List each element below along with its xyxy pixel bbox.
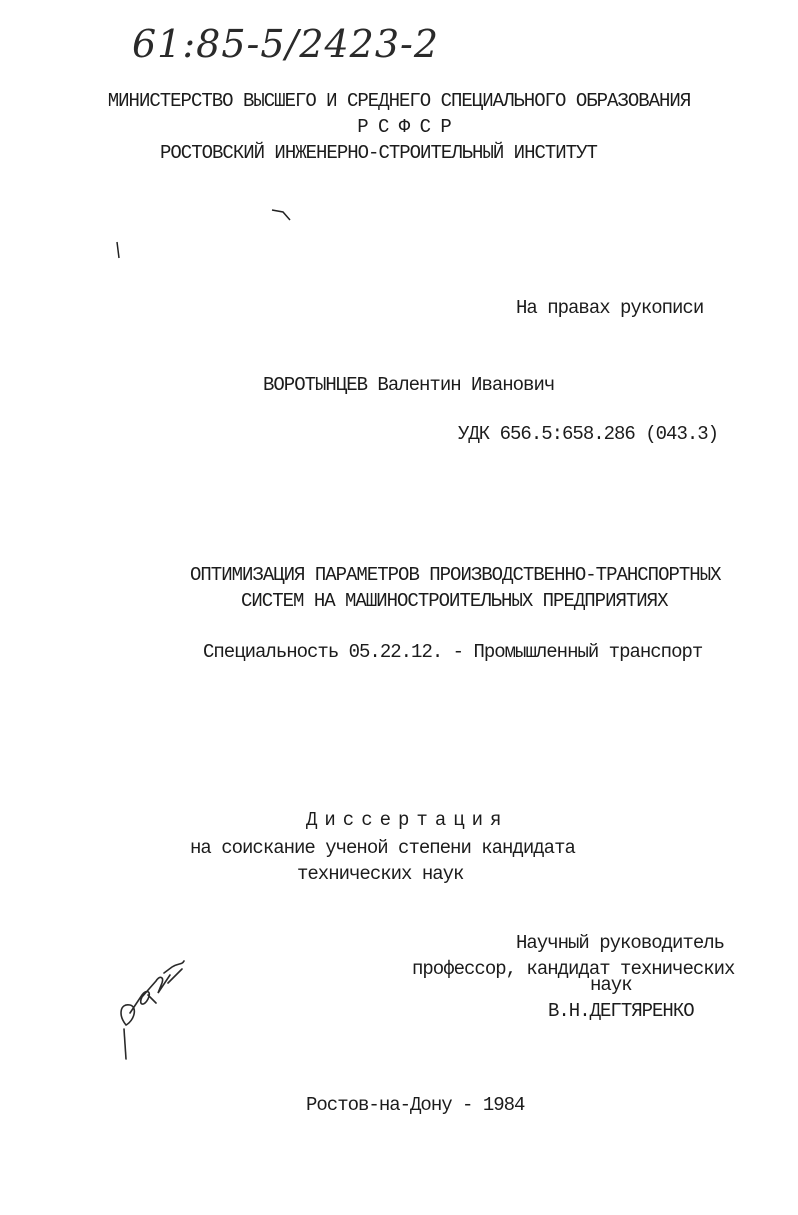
dissertation-line-2: технических наук [297,863,464,885]
title-line-1: ОПТИМИЗАЦИЯ ПАРАМЕТРОВ ПРОИЗВОДСТВЕННО-ТРАНСПОРТНЫХ [190,564,721,586]
institute-name: РОСТОВСКИЙ ИНЖЕНЕРНО-СТРОИТЕЛЬНЫЙ ИНСТИТУТ [160,142,597,164]
handwritten-signature [112,955,202,1065]
author-name: ВОРОТЫНЦЕВ Валентин Иванович [263,374,555,396]
country-name: Р С Ф С Р [357,116,451,138]
ministry-name: МИНИСТЕРСТВО ВЫСШЕГО И СРЕДНЕГО СПЕЦИАЛЬНОГО ОБРАЗОВАНИЯ [107,90,691,112]
supervisor-title-2: наук [590,974,632,996]
scan-mark-tick [114,240,122,262]
scan-mark-dash [270,206,294,222]
udc-code: УДК 656.5:658.286 (043.3) [458,423,719,445]
dissertation-line-1: на соискание ученой степени кандидата [190,837,575,859]
place-and-year: Ростов-на-Дону - 1984 [306,1094,525,1116]
specialty: Специальность 05.22.12. - Промышленный транспорт [203,641,703,663]
title-line-2: СИСТЕМ НА МАШИНОСТРОИТЕЛЬНЫХ ПРЕДПРИЯТИЯХ [241,590,668,612]
supervisor-name: В.Н.ДЕГТЯРЕНКО [548,1000,694,1022]
manuscript-rights: На правах рукописи [516,297,704,319]
supervisor-title-1: профессор, кандидат технических [412,958,735,980]
dissertation-heading: Диссертация [306,809,509,831]
supervisor-role: Научный руководитель [516,932,725,954]
handwritten-catalog-number: 61:85-5/2423-2 [132,22,440,66]
